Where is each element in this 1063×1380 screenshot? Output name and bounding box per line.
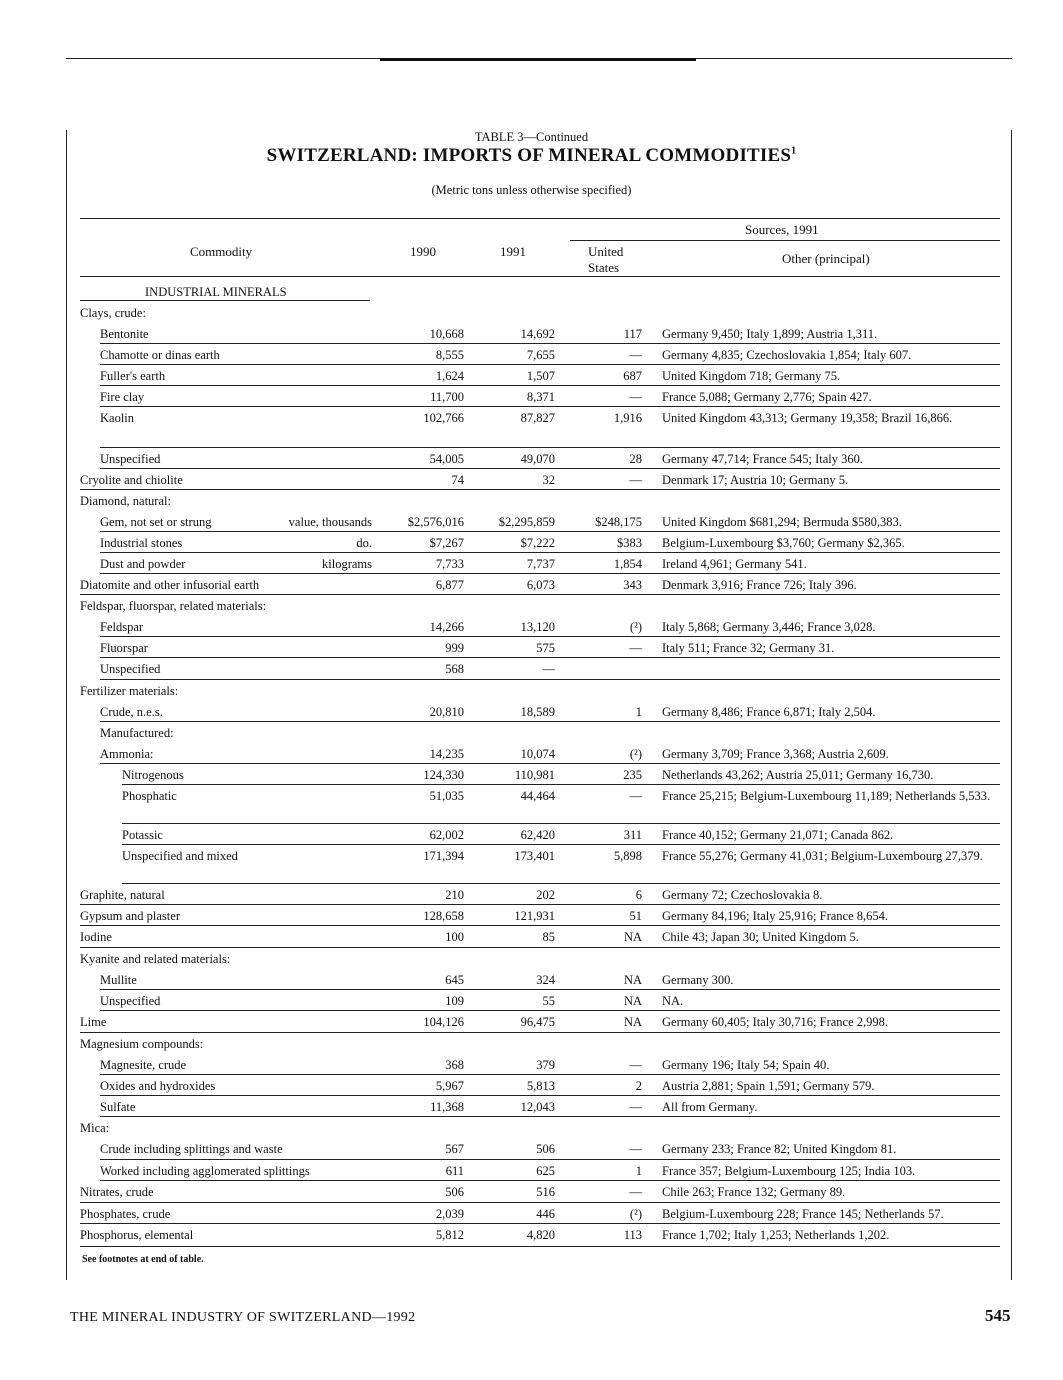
other-sources: Austria 2,881; Spain 1,591; Germany 579. bbox=[662, 1079, 875, 1093]
value-united-states: 51 bbox=[629, 909, 642, 923]
value-1991: 8,371 bbox=[526, 390, 555, 404]
row-rule bbox=[100, 343, 1000, 344]
value-1990: 54,005 bbox=[429, 452, 464, 466]
row-rule bbox=[100, 1159, 1000, 1160]
value-1991: 1,507 bbox=[526, 369, 555, 383]
header-commodity: Commodity bbox=[190, 244, 253, 259]
row-rule bbox=[80, 1246, 1000, 1247]
section-rule bbox=[80, 300, 370, 301]
commodity-name: Ammonia: bbox=[100, 747, 154, 761]
commodity-name: Oxides and hydroxides bbox=[100, 1079, 216, 1093]
value-1990: 210 bbox=[445, 888, 464, 902]
commodity-name: Unspecified bbox=[100, 662, 161, 676]
value-1990: 10,668 bbox=[429, 327, 464, 341]
value-united-states: 5,898 bbox=[613, 849, 642, 863]
other-sources: Italy 5,868; Germany 3,446; France 3,028. bbox=[662, 620, 876, 634]
value-1990: 7,733 bbox=[435, 557, 464, 571]
value-united-states: 117 bbox=[623, 327, 642, 341]
other-sources: Germany 8,486; France 6,871; Italy 2,504. bbox=[662, 705, 876, 719]
commodity-name: Fluorspar bbox=[100, 641, 148, 655]
value-1991: 446 bbox=[536, 1207, 555, 1221]
other-sources: NA. bbox=[662, 994, 684, 1008]
row-rule bbox=[122, 784, 1000, 785]
title-footnote-mark: 1 bbox=[791, 145, 797, 157]
value-united-states: — bbox=[629, 789, 642, 803]
row-rule bbox=[80, 1032, 1000, 1033]
row-rule bbox=[100, 763, 1000, 764]
commodity-name: Graphite, natural bbox=[80, 888, 165, 902]
row-rule bbox=[100, 1095, 1000, 1096]
value-united-states: (²) bbox=[629, 620, 642, 634]
commodity-name: Magnesite, crude bbox=[100, 1058, 187, 1072]
commodity-name: Feldspar, fluorspar, related materials: bbox=[80, 599, 267, 613]
value-united-states: 28 bbox=[629, 452, 642, 466]
commodity-name: Industrial stones bbox=[100, 536, 183, 550]
value-1991: 13,120 bbox=[520, 620, 555, 634]
header-united-states: United States bbox=[588, 244, 624, 275]
commodity-name: Unspecified bbox=[100, 994, 161, 1008]
row-rule bbox=[80, 1223, 1000, 1224]
value-1991: 202 bbox=[536, 888, 555, 902]
value-united-states: — bbox=[629, 390, 642, 404]
value-united-states: 235 bbox=[623, 768, 642, 782]
commodity-name: Phosphorus, elemental bbox=[80, 1228, 194, 1242]
value-1990: 128,658 bbox=[423, 909, 464, 923]
value-united-states: $383 bbox=[617, 536, 642, 550]
value-1991: 87,827 bbox=[520, 411, 555, 425]
value-united-states: NA bbox=[623, 973, 642, 987]
commodity-name: Crude, n.e.s. bbox=[100, 705, 163, 719]
value-1990: 14,266 bbox=[429, 620, 464, 634]
value-united-states: (²) bbox=[629, 747, 642, 761]
value-1991: 324 bbox=[536, 973, 555, 987]
value-1991: 6,073 bbox=[526, 578, 555, 592]
header-sources: Sources, 1991 bbox=[745, 222, 819, 237]
value-1990: 102,766 bbox=[423, 411, 464, 425]
other-sources: France 55,276; Germany 41,031; Belgium-Luxembourg 27,379. bbox=[662, 849, 983, 863]
other-sources: France 25,215; Belgium-Luxembourg 11,189; Netherlands 5,533. bbox=[662, 789, 991, 803]
commodity-name: Mullite bbox=[100, 973, 137, 987]
value-united-states: 1,854 bbox=[613, 557, 642, 571]
other-sources: All from Germany. bbox=[662, 1100, 758, 1114]
value-united-states: — bbox=[629, 473, 642, 487]
footer-title: THE MINERAL INDUSTRY OF SWITZERLAND—1992 bbox=[70, 1310, 416, 1325]
row-rule bbox=[80, 594, 1000, 595]
value-1990: 109 bbox=[445, 994, 464, 1008]
other-sources: Germany 84,196; Italy 25,916; France 8,654. bbox=[662, 909, 888, 923]
value-1991: — bbox=[542, 662, 555, 676]
value-1990: 51,035 bbox=[429, 789, 464, 803]
other-sources: France 1,702; Italy 1,253; Netherlands 1,202. bbox=[662, 1228, 890, 1242]
other-sources: Germany 4,835; Czechoslovakia 1,854; Italy 607. bbox=[662, 348, 912, 362]
value-united-states: 1,916 bbox=[613, 411, 642, 425]
commodity-name: Dust and powder bbox=[100, 557, 186, 571]
value-1990: $2,576,016 bbox=[407, 515, 464, 529]
value-united-states: 343 bbox=[623, 578, 642, 592]
other-sources: Germany 47,714; France 545; Italy 360. bbox=[662, 452, 863, 466]
value-united-states: 1 bbox=[635, 1164, 642, 1178]
value-1991: 625 bbox=[536, 1164, 555, 1178]
row-rule bbox=[100, 468, 1000, 469]
value-1990: 5,812 bbox=[435, 1228, 464, 1242]
commodity-name: Kyanite and related materials: bbox=[80, 952, 231, 966]
commodity-name: Phosphatic bbox=[122, 789, 177, 803]
row-rule bbox=[80, 925, 1000, 926]
row-rule bbox=[100, 1010, 1000, 1011]
other-sources: United Kingdom $681,294; Bermuda $580,383. bbox=[662, 515, 902, 529]
value-1990: $7,267 bbox=[429, 536, 464, 550]
commodity-name: Gypsum and plaster bbox=[80, 909, 180, 923]
value-1990: 124,330 bbox=[423, 768, 464, 782]
commodity-name: Mica: bbox=[80, 1121, 110, 1135]
unit-label: do. bbox=[356, 536, 372, 550]
value-1991: 49,070 bbox=[520, 452, 555, 466]
row-rule bbox=[100, 1074, 1000, 1075]
commodity-name: Nitrogenous bbox=[122, 768, 184, 782]
value-1990: 20,810 bbox=[429, 705, 464, 719]
commodity-name: Crude including splittings and waste bbox=[100, 1142, 283, 1156]
value-1991: 55 bbox=[542, 994, 555, 1008]
other-sources: Denmark 3,916; France 726; Italy 396. bbox=[662, 578, 857, 592]
value-united-states: — bbox=[629, 1058, 642, 1072]
commodity-name: Nitrates, crude bbox=[80, 1185, 154, 1199]
other-sources: France 357; Belgium-Luxembourg 125; India 103. bbox=[662, 1164, 916, 1178]
value-1991: 14,692 bbox=[520, 327, 555, 341]
value-united-states: NA bbox=[623, 994, 642, 1008]
row-rule bbox=[100, 989, 1000, 990]
commodity-name: Feldspar bbox=[100, 620, 144, 634]
value-united-states: 311 bbox=[623, 828, 642, 842]
value-1990: 999 bbox=[445, 641, 464, 655]
value-united-states: (²) bbox=[629, 1207, 642, 1221]
row-rule bbox=[100, 531, 1000, 532]
value-1991: 121,931 bbox=[514, 909, 555, 923]
value-1991: 10,074 bbox=[520, 747, 555, 761]
value-1991: $7,222 bbox=[520, 536, 555, 550]
value-1990: 14,235 bbox=[429, 747, 464, 761]
row-rule bbox=[80, 489, 1000, 490]
commodity-name: Bentonite bbox=[100, 327, 149, 341]
row-rule bbox=[100, 447, 1000, 448]
value-1991: 4,820 bbox=[526, 1228, 555, 1242]
value-1991: 12,043 bbox=[520, 1100, 555, 1114]
value-1990: 11,700 bbox=[430, 390, 464, 404]
other-sources: Germany 3,709; France 3,368; Austria 2,609. bbox=[662, 747, 889, 761]
other-sources: Netherlands 43,262; Austria 25,011; Germany 16,730. bbox=[662, 768, 934, 782]
value-1991: 62,420 bbox=[520, 828, 555, 842]
row-rule bbox=[80, 904, 1000, 905]
value-united-states: 1 bbox=[635, 705, 642, 719]
value-1991: 7,655 bbox=[526, 348, 555, 362]
value-1990: 368 bbox=[445, 1058, 464, 1072]
commodity-name: Cryolite and chiolite bbox=[80, 473, 183, 487]
commodity-name: Clays, crude: bbox=[80, 306, 146, 320]
value-united-states: — bbox=[629, 1142, 642, 1156]
value-1990: 104,126 bbox=[423, 1015, 464, 1029]
row-rule bbox=[80, 1202, 1000, 1203]
commodity-name: Fuller's earth bbox=[100, 369, 166, 383]
header-1990: 1990 bbox=[410, 244, 436, 259]
commodity-name: Magnesium compounds: bbox=[80, 1037, 204, 1051]
value-1990: 567 bbox=[445, 1142, 464, 1156]
value-1990: 568 bbox=[445, 662, 464, 676]
other-sources: Denmark 17; Austria 10; Germany 5. bbox=[662, 473, 849, 487]
value-1991: 110,981 bbox=[514, 768, 555, 782]
commodity-name: Diatomite and other infusorial earth bbox=[80, 578, 260, 592]
value-united-states: — bbox=[629, 1100, 642, 1114]
row-rule bbox=[100, 406, 1000, 407]
other-sources: France 5,088; Germany 2,776; Spain 427. bbox=[662, 390, 872, 404]
other-sources: France 40,152; Germany 21,071; Canada 862. bbox=[662, 828, 894, 842]
commodity-name: Unspecified and mixed bbox=[122, 849, 238, 863]
other-sources: United Kingdom 718; Germany 75. bbox=[662, 369, 841, 383]
commodity-name: Gem, not set or strung bbox=[100, 515, 212, 529]
value-1990: 1,624 bbox=[435, 369, 464, 383]
table-subtitle: (Metric tons unless otherwise specified) bbox=[431, 183, 632, 197]
other-sources: Belgium-Luxembourg 228; France 145; Netherlands 57. bbox=[662, 1207, 944, 1221]
unit-label: value, thousands bbox=[288, 515, 372, 529]
value-1991: 7,737 bbox=[526, 557, 555, 571]
value-united-states: 6 bbox=[635, 888, 642, 902]
row-rule bbox=[100, 1116, 1000, 1117]
value-1990: 11,368 bbox=[430, 1100, 464, 1114]
value-united-states: $248,175 bbox=[595, 515, 642, 529]
other-sources: Germany 60,405; Italy 30,716; France 2,998. bbox=[662, 1015, 888, 1029]
footnote-note: See footnotes at end of table. bbox=[82, 1254, 204, 1265]
value-1990: 611 bbox=[445, 1164, 464, 1178]
value-1991: 5,813 bbox=[526, 1079, 555, 1093]
commodity-name: Kaolin bbox=[100, 411, 135, 425]
unit-label: kilograms bbox=[322, 557, 372, 571]
value-1991: 85 bbox=[542, 930, 555, 944]
other-sources: Germany 196; Italy 54; Spain 40. bbox=[662, 1058, 830, 1072]
value-united-states: 113 bbox=[623, 1228, 642, 1242]
value-1990: 8,555 bbox=[435, 348, 464, 362]
commodity-name: Lime bbox=[80, 1015, 107, 1029]
other-sources: Germany 72; Czechoslovakia 8. bbox=[662, 888, 823, 902]
other-sources: Germany 9,450; Italy 1,899; Austria 1,311. bbox=[662, 327, 878, 341]
value-1991: 44,464 bbox=[520, 789, 555, 803]
row-rule bbox=[100, 636, 1000, 637]
value-united-states: — bbox=[629, 348, 642, 362]
header-1991: 1991 bbox=[500, 244, 526, 259]
row-rule bbox=[100, 573, 1000, 574]
header-other-principal: Other (principal) bbox=[782, 251, 870, 266]
value-united-states: NA bbox=[623, 1015, 642, 1029]
other-sources: Germany 233; France 82; United Kingdom 81. bbox=[662, 1142, 897, 1156]
value-1991: 516 bbox=[536, 1185, 555, 1199]
commodity-name: Potassic bbox=[122, 828, 163, 842]
value-united-states: NA bbox=[623, 930, 642, 944]
value-1990: 74 bbox=[451, 473, 464, 487]
value-1990: 645 bbox=[445, 973, 464, 987]
value-1990: 6,877 bbox=[435, 578, 464, 592]
value-1991: 575 bbox=[536, 641, 555, 655]
value-1991: 96,475 bbox=[520, 1015, 555, 1029]
value-1991: $2,295,859 bbox=[498, 515, 555, 529]
row-rule bbox=[100, 364, 1000, 365]
value-1990: 62,002 bbox=[429, 828, 464, 842]
commodity-name: Phosphates, crude bbox=[80, 1207, 171, 1221]
other-sources: Germany 300. bbox=[662, 973, 734, 987]
value-1991: 379 bbox=[536, 1058, 555, 1072]
commodity-name: INDUSTRIAL MINERALS bbox=[145, 285, 287, 299]
value-1991: 506 bbox=[536, 1142, 555, 1156]
row-rule bbox=[122, 844, 1000, 845]
value-united-states: 2 bbox=[635, 1079, 642, 1093]
row-rule bbox=[100, 385, 1000, 386]
commodity-name: Worked including agglomerated splittings bbox=[100, 1164, 310, 1178]
commodity-name: Iodine bbox=[80, 930, 112, 944]
commodity-name: Fire clay bbox=[100, 390, 145, 404]
row-rule bbox=[100, 679, 1000, 680]
table-title-text: SWITZERLAND: IMPORTS OF MINERAL COMMODITIES bbox=[266, 145, 792, 166]
row-rule bbox=[80, 947, 1000, 948]
value-1990: 5,967 bbox=[435, 1079, 464, 1093]
other-sources: United Kingdom 43,313; Germany 19,358; Brazil 16,866. bbox=[662, 411, 953, 425]
other-sources: Italy 511; France 32; Germany 31. bbox=[662, 641, 835, 655]
table-label: TABLE 3—Continued bbox=[474, 130, 589, 144]
row-rule bbox=[100, 657, 1000, 658]
value-1990: 171,394 bbox=[423, 849, 464, 863]
value-1991: 173,401 bbox=[514, 849, 555, 863]
value-1990: 506 bbox=[445, 1185, 464, 1199]
value-united-states: — bbox=[629, 641, 642, 655]
other-sources: Chile 43; Japan 30; United Kingdom 5. bbox=[662, 930, 859, 944]
row-rule bbox=[122, 823, 1000, 824]
other-sources: Ireland 4,961; Germany 541. bbox=[662, 557, 807, 571]
commodity-name: Manufactured: bbox=[100, 726, 174, 740]
value-1990: 2,039 bbox=[435, 1207, 464, 1221]
value-1991: 18,589 bbox=[520, 705, 555, 719]
commodity-name: Fertilizer materials: bbox=[80, 684, 179, 698]
commodity-name: Chamotte or dinas earth bbox=[100, 348, 220, 362]
commodity-name: Diamond, natural: bbox=[80, 494, 171, 508]
other-sources: Chile 263; France 132; Germany 89. bbox=[662, 1185, 846, 1199]
row-rule bbox=[100, 552, 1000, 553]
value-united-states: — bbox=[629, 1185, 642, 1199]
page-number: 545 bbox=[985, 1306, 1011, 1325]
value-1991: 32 bbox=[542, 473, 555, 487]
row-rule bbox=[122, 883, 1000, 884]
commodity-name: Unspecified bbox=[100, 452, 161, 466]
row-rule bbox=[100, 721, 1000, 722]
value-1990: 100 bbox=[445, 930, 464, 944]
other-sources: Belgium-Luxembourg $3,760; Germany $2,365. bbox=[662, 536, 905, 550]
row-rule bbox=[100, 1180, 1000, 1181]
commodity-name: Sulfate bbox=[100, 1100, 136, 1114]
value-united-states: 687 bbox=[623, 369, 642, 383]
